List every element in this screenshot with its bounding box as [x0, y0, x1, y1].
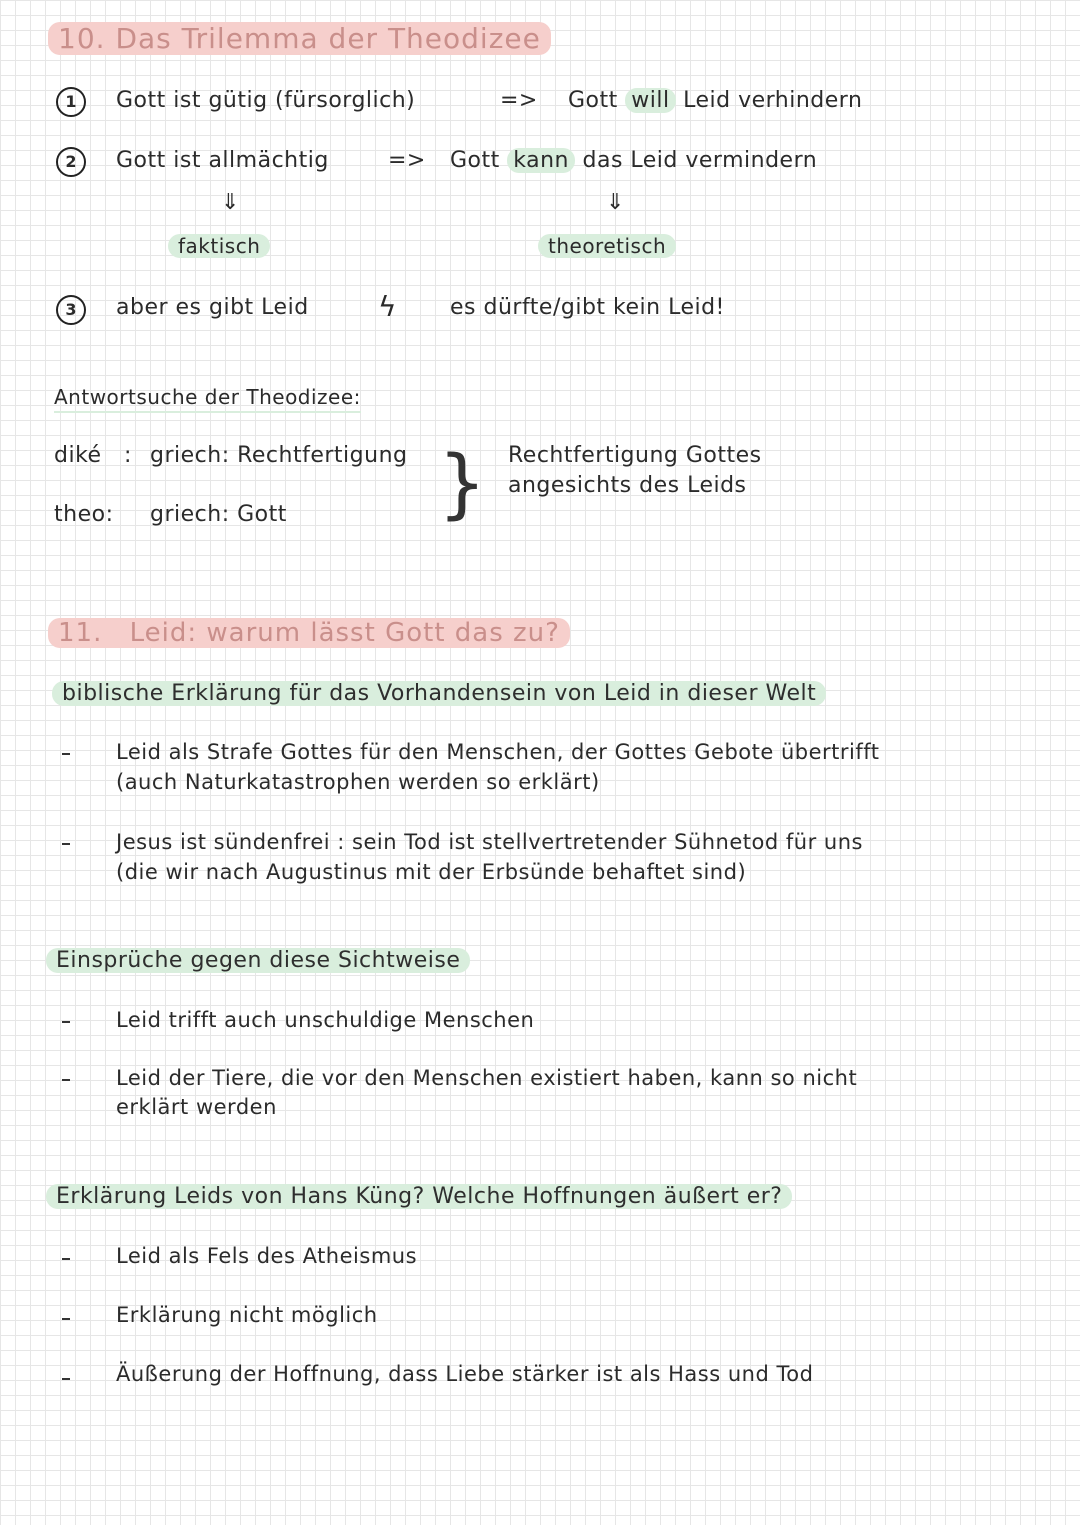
point-1-right-highlight: will	[625, 88, 675, 113]
point-2-right-pre: Gott	[450, 148, 500, 173]
bullet-dash	[62, 1318, 70, 1320]
point-1-right-post: Leid verhindern	[683, 88, 863, 113]
down-arrow-left-icon: ⇓	[221, 190, 240, 215]
objection-item-2-line-1: Leid der Tiere, die vor den Menschen existiert haben, kann so nicht	[116, 1066, 858, 1090]
point-2-right-post: das Leid vermindern	[582, 148, 818, 173]
section-11-title: Leid: warum lässt Gott das zu?	[129, 618, 560, 648]
point-1-right-pre: Gott	[568, 88, 618, 113]
lightning-icon: ϟ	[378, 290, 397, 323]
kueng-item-2: Erklärung nicht möglich	[116, 1303, 378, 1327]
biblical-item-2-line-2: (die wir nach Augustinus mit der Erbsünde behaftet sind)	[116, 860, 747, 884]
point-1-left: Gott ist gütig (fürsorglich)	[116, 88, 416, 113]
theo-label: theo:	[54, 502, 114, 527]
biblical-item-2-line-1: Jesus ist sündenfrei : sein Tod ist stellvertretender Sühnetod für uns	[116, 830, 863, 854]
point-1-arrow: =>	[500, 88, 538, 113]
point-3-marker: 3	[56, 295, 86, 325]
point-1-right	[568, 88, 862, 113]
combined-line-1: Rechtfertigung Gottes	[508, 443, 762, 468]
point-2-marker: 2	[56, 147, 86, 177]
section-10-title: Das Trilemma der Theodizee	[115, 22, 541, 55]
combined-line-2: angesichts des Leids	[508, 473, 747, 498]
point-2-right	[450, 148, 817, 173]
point-2-right-highlight: kann	[507, 148, 575, 173]
dike-separator: :	[124, 443, 132, 468]
point-2-arrow: =>	[388, 148, 426, 173]
dike-definition: griech: Rechtfertigung	[150, 443, 408, 468]
answer-heading: Antwortsuche der Theodizee:	[54, 385, 361, 413]
section-11-number: 11.	[58, 618, 103, 648]
bullet-dash	[62, 843, 70, 845]
brace-icon: }	[438, 438, 487, 527]
dike-label: diké	[54, 443, 102, 468]
kueng-heading: Erklärung Leids von Hans Küng? Welche Hoffnungen äußert er?	[46, 1184, 792, 1209]
objection-heading: Einsprüche gegen diese Sichtweise	[46, 948, 470, 973]
point-1-marker: 1	[56, 87, 86, 117]
kueng-item-3: Äußerung der Hoffnung, dass Liebe stärker ist als Hass und Tod	[116, 1362, 814, 1386]
bullet-dash	[62, 1378, 70, 1380]
section-10-number: 10.	[58, 22, 106, 55]
objection-item-2-line-2: erklärt werden	[116, 1095, 277, 1119]
biblical-item-1-line-1: Leid als Strafe Gottes für den Menschen, der Gottes Gebote übertrifft	[116, 740, 880, 764]
bullet-dash	[62, 1021, 70, 1023]
label-faktisch: faktisch	[168, 234, 270, 258]
label-theoretisch: theoretisch	[538, 234, 676, 258]
objection-item-1: Leid trifft auch unschuldige Menschen	[116, 1008, 535, 1032]
bullet-dash	[62, 1079, 70, 1081]
point-2-left: Gott ist allmächtig	[116, 148, 329, 173]
kueng-item-1: Leid als Fels des Atheismus	[116, 1244, 418, 1268]
section-11-heading	[48, 618, 570, 648]
biblical-heading: biblische Erklärung für das Vorhandensein von Leid in dieser Welt	[52, 681, 826, 706]
section-10-heading	[48, 22, 551, 55]
biblical-item-1-line-2: (auch Naturkatastrophen werden so erklärt)	[116, 770, 600, 794]
point-3-right: es dürfte/gibt kein Leid!	[450, 295, 725, 320]
point-3-left: aber es gibt Leid	[116, 295, 309, 320]
bullet-dash	[62, 1258, 70, 1260]
theo-definition: griech: Gott	[150, 502, 287, 527]
down-arrow-right-icon: ⇓	[606, 190, 625, 215]
bullet-dash	[62, 753, 70, 755]
